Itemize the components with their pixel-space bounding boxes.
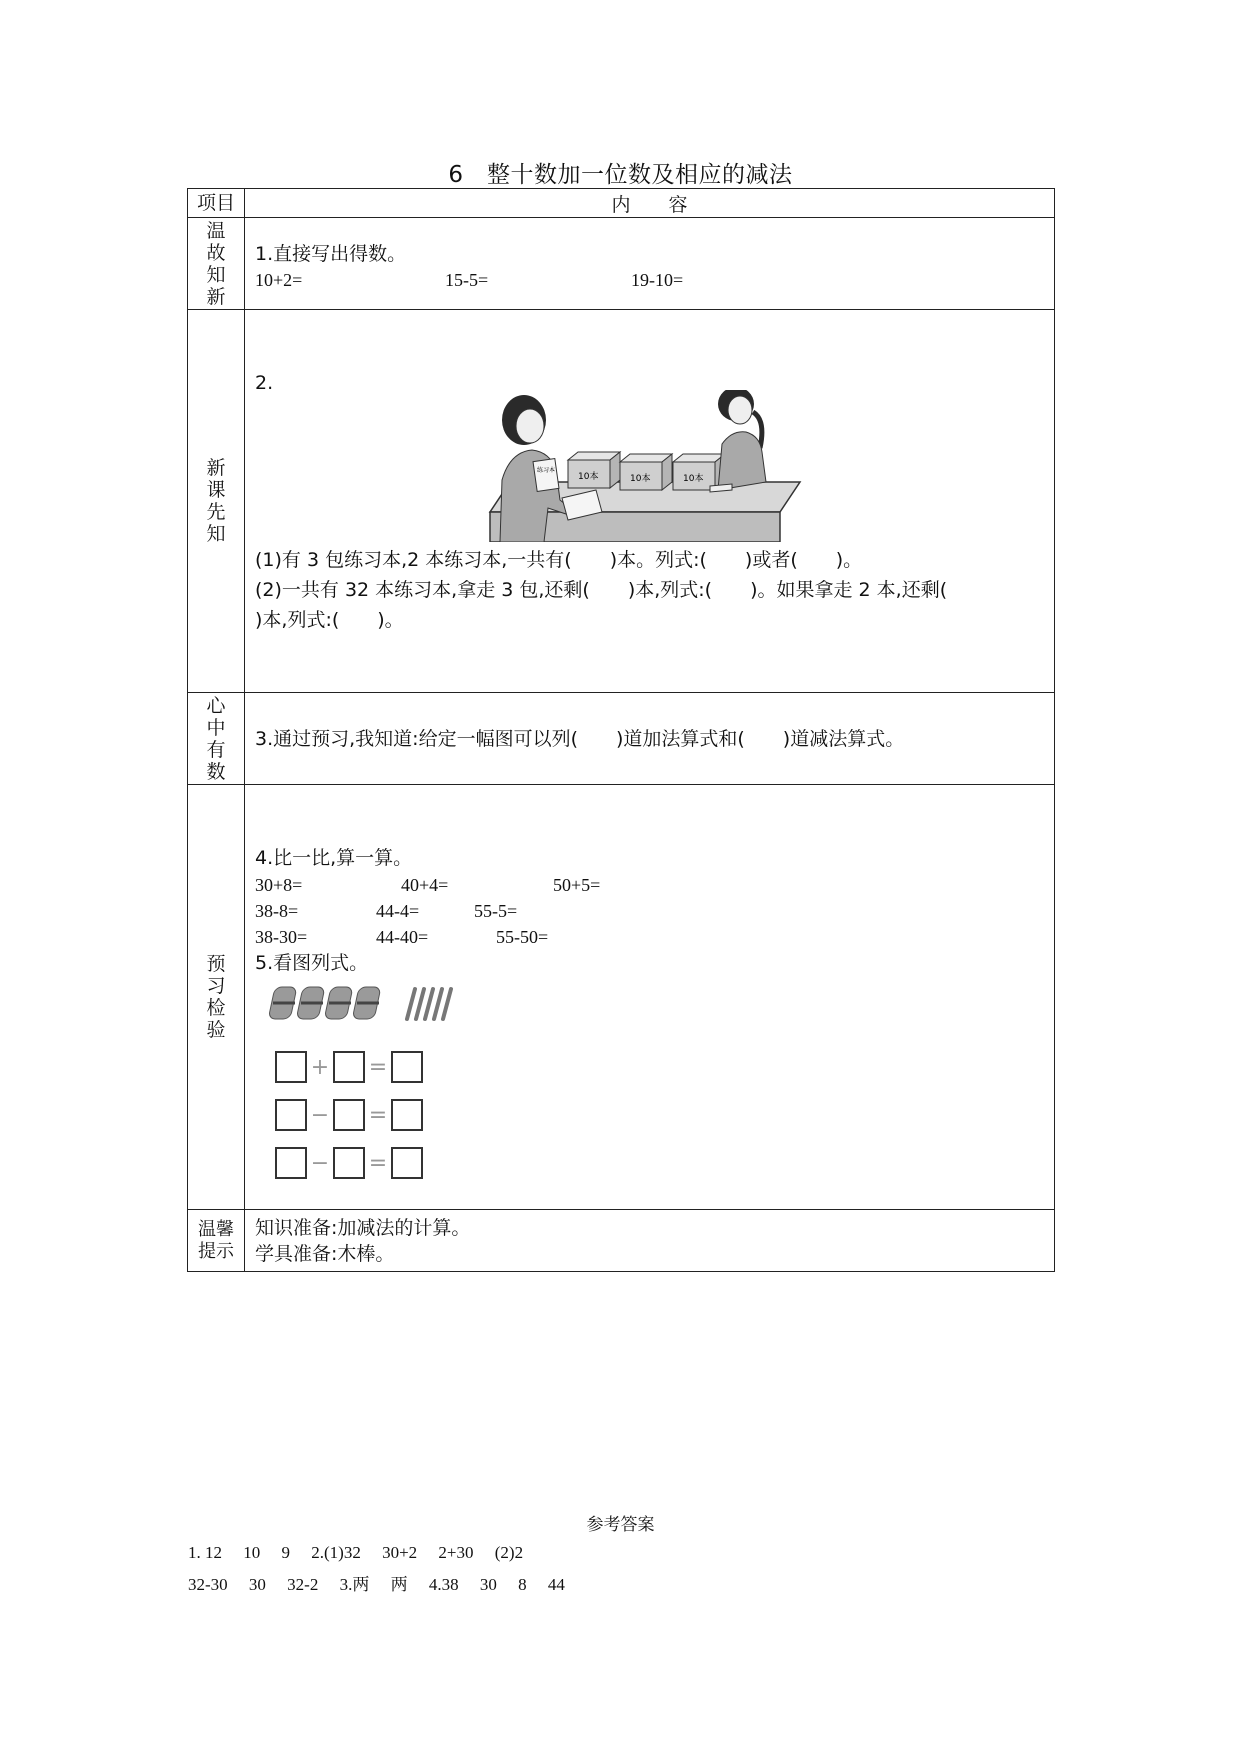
- answer-line-1: 1. 12 10 9 2.(1)32 30+2 2+30 (2)2: [188, 1543, 524, 1562]
- row-label: 心中有数: [188, 693, 245, 785]
- answer-box[interactable]: [391, 1147, 423, 1179]
- book-box: [620, 454, 672, 490]
- question-5: 5.看图列式。: [255, 952, 369, 974]
- question-4: 4.比一比,算一算。: [255, 847, 413, 869]
- table-header-row: [188, 189, 1055, 218]
- question-2-part-2: (2)一共有 32 本练习本,拿走 3 包,还剩( )本,列式:( )。如果拿走 2 本,还剩(: [255, 579, 948, 601]
- row-label: 新课先知: [188, 310, 245, 693]
- row-label: 温故知新: [188, 218, 245, 310]
- row-content: [245, 218, 1055, 310]
- question-3: 3.通过预习,我知道:给定一幅图可以列( )道加法算式和( )道减法算式。: [255, 727, 905, 750]
- row-label: 温馨提示: [188, 1210, 245, 1272]
- question-2-part-1: (1)有 3 包练习本,2 本练习本,一共有( )本。列式:( )或者( )。: [255, 549, 863, 571]
- equation-line: [255, 924, 548, 950]
- svg-text:10本: 10本: [578, 472, 599, 482]
- stick-bundle: [352, 987, 381, 1019]
- equation: 10+2=: [255, 269, 303, 290]
- row-review: [188, 218, 1055, 310]
- minus-sign: −: [310, 1102, 330, 1128]
- book-box: [673, 454, 725, 490]
- plus-sign: +: [310, 1054, 330, 1080]
- answer-box[interactable]: [333, 1051, 365, 1083]
- row-label: 预习检验: [188, 785, 245, 1210]
- header-item: 项目: [188, 189, 245, 218]
- equals-sign: =: [368, 1150, 388, 1176]
- answer-box[interactable]: [275, 1099, 307, 1131]
- box-equation-row[interactable]: [275, 1043, 423, 1091]
- stick-bundle: [296, 987, 325, 1019]
- answer-line-2: 32-30 30 32-2 3.两 两 4.38 30 8 44: [188, 1575, 565, 1594]
- stick-bundle: [324, 987, 353, 1019]
- row-content: [245, 310, 1055, 693]
- stick-bundle: [268, 987, 297, 1019]
- equation-line: [255, 267, 1054, 293]
- row-content: [245, 785, 1055, 1210]
- equation: 15-5=: [445, 269, 489, 290]
- equation: 50+5=: [553, 875, 601, 895]
- answer-box[interactable]: [275, 1051, 307, 1083]
- row-summary: [188, 693, 1055, 785]
- book-box: [568, 452, 620, 488]
- minus-sign: −: [310, 1150, 330, 1176]
- answer-box[interactable]: [333, 1099, 365, 1131]
- answer-title: 参考答案: [586, 1515, 655, 1535]
- answer-box[interactable]: [333, 1147, 365, 1179]
- tip-tools: 学具准备:木棒。: [255, 1242, 395, 1265]
- equation: 19-10=: [631, 269, 684, 290]
- question-1: 1.直接写出得数。: [255, 242, 407, 265]
- equation: 44-40=: [376, 927, 429, 947]
- row-preview-check: [188, 785, 1055, 1210]
- equation-line: [255, 872, 600, 898]
- single-sticks: [407, 989, 451, 1019]
- equation: 55-5=: [474, 901, 518, 921]
- question-2-part-2-cont: )本,列式:( )。: [255, 609, 404, 631]
- svg-text:10本: 10本: [630, 474, 651, 484]
- tip-knowledge: 知识准备:加减法的计算。: [255, 1216, 471, 1239]
- row-new-lesson: [188, 310, 1055, 693]
- equals-sign: =: [368, 1102, 388, 1128]
- question-2: 2.: [255, 372, 274, 394]
- equals-sign: =: [368, 1054, 388, 1080]
- svg-text:10本: 10本: [683, 474, 704, 484]
- equation: 38-30=: [255, 927, 308, 947]
- page-title: 6 整十数加一位数及相应的减法: [448, 162, 793, 188]
- header-content: 内 容: [245, 189, 1055, 218]
- sticks-picture: [267, 983, 467, 1025]
- worksheet-table: [187, 188, 1055, 1272]
- equation: 40+4=: [401, 875, 449, 895]
- answer-box[interactable]: [391, 1099, 423, 1131]
- equation: 30+8=: [255, 875, 303, 895]
- box-equation-row[interactable]: [275, 1139, 423, 1187]
- equation: 38-8=: [255, 901, 299, 921]
- row-content: [245, 693, 1055, 785]
- equation-line: [255, 898, 517, 924]
- answer-box[interactable]: [391, 1051, 423, 1083]
- equation: 44-4=: [376, 901, 420, 921]
- illustration-book-sale: [470, 390, 810, 542]
- equation-boxes: [275, 1043, 423, 1187]
- row-tips: [188, 1210, 1055, 1272]
- svg-text:练习本: 练习本: [537, 467, 556, 474]
- box-equation-row[interactable]: [275, 1091, 423, 1139]
- equation: 55-50=: [496, 927, 549, 947]
- row-content: [245, 1210, 1055, 1272]
- answer-box[interactable]: [275, 1147, 307, 1179]
